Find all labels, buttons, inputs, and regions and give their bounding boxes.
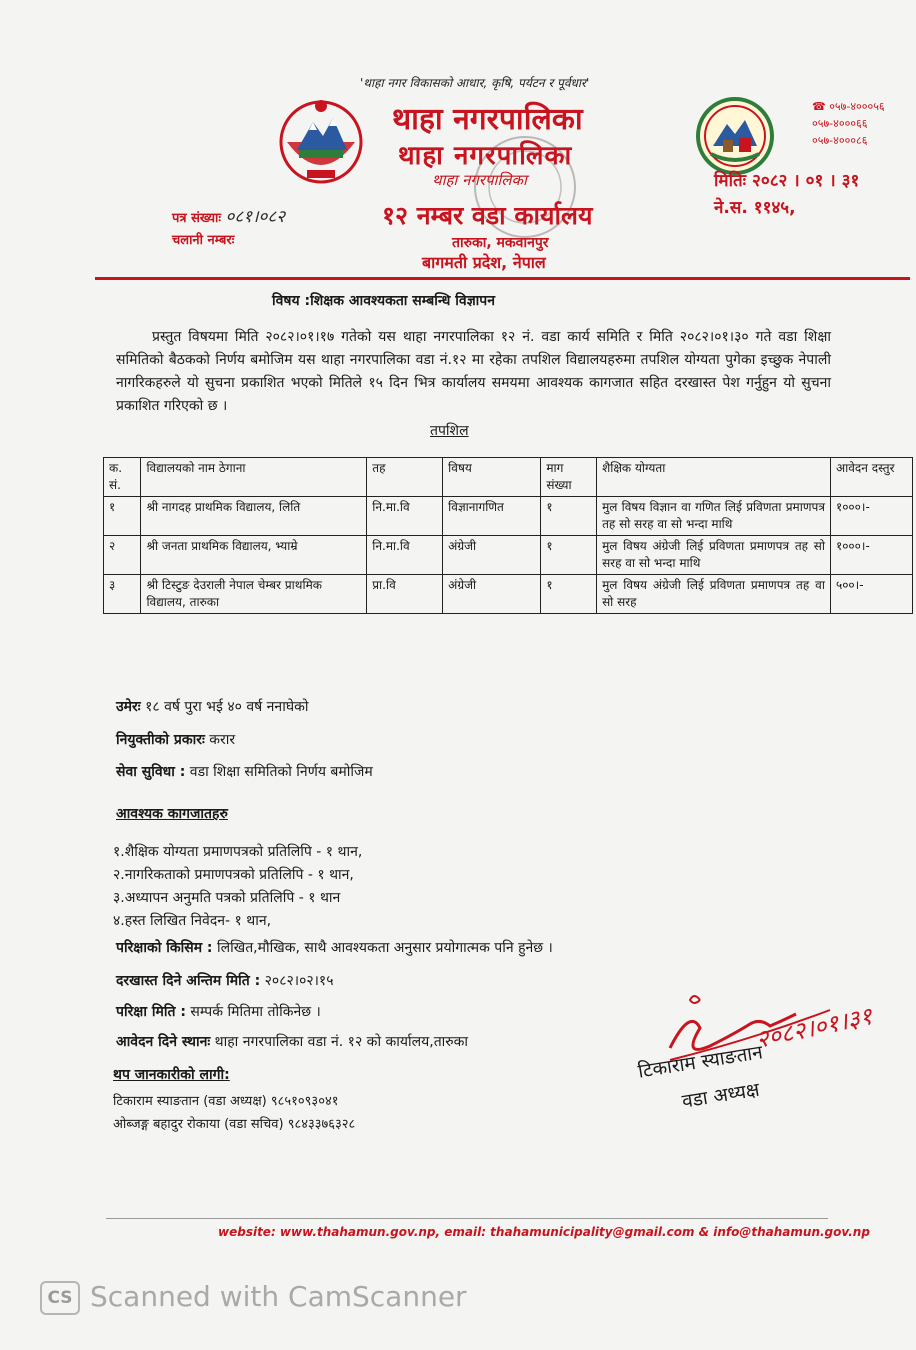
service-facility: सेवा सुविधा : वडा शिक्षा समितिको निर्णय बमोजिम [116,764,373,780]
table-header-row [104,458,913,497]
contact-line: टिकाराम स्याङतान (वडा अध्यक्ष) ९८५१०९३०४१ [113,1094,339,1109]
camscanner-icon: CS [40,1281,80,1315]
column-header: तह [367,458,443,497]
camscanner-watermark [40,1280,467,1315]
doc-item: ४.हस्त लिखित निवेदन- १ थान, [113,913,272,929]
table-cell: श्री नागदह प्राथमिक विद्यालय, लिति [141,497,367,536]
phone-number: ०५७-४०००८६ [812,134,868,147]
contact-heading: थप जानकारीको लागी: [113,1067,230,1083]
phone-icon: ☎ [812,100,830,113]
subject-line: विषय :शिक्षक आवश्यकता सम्बन्धि विज्ञापन [272,293,496,309]
nepal-emblem-icon [277,92,365,186]
table-cell: १ [104,497,141,536]
table-cell: प्रा.वि [367,575,443,614]
table-row [104,536,913,575]
signatory-title: वडा अध्यक्ष [680,1078,761,1113]
table-cell: १०००।- [830,497,912,536]
dispatch-label: चलानी नम्बरः [172,233,235,248]
exam-type: परिक्षाको किसिम : लिखित,मौखिक, साथै आवश्यकता अनुसार प्रयोगात्मक पनि हुनेछ । [116,940,553,956]
date-block [714,168,859,222]
doc-item: ३.अध्यापन अनुमति पत्रको प्रतिलिपि - १ थान [113,890,341,906]
ward-office-title: १२ नम्बर वडा कार्यालय [382,201,593,230]
docs-heading: आवश्यक कागजातहरु [116,806,228,822]
ref-label: पत्र संख्याः [172,211,222,226]
footer-divider [106,1218,828,1219]
org-title-newar: थाहा नगरपालिका [398,141,573,171]
footer-contact: website: www.thahamun.gov.np, email: thahamunicipality@gmail.com & info@thahamun.gov.np [218,1225,870,1239]
table-cell: अंग्रेजी [443,536,541,575]
contact-line: ओब्जङ्ग बहादुर रोकाया (वडा सचिव) ९८४३३७६३२८ [113,1117,356,1132]
letter-date: मितिः २०८२ । ०१ । ३१ [714,171,860,191]
table-cell: श्री टिस्टुङ देउराली नेपाल चेम्बर प्राथमिक विद्यालय, तारुका [141,575,367,614]
doc-item: २.नागरिकताको प्रमाणपत्रको प्रतिलिपि - १ थान, [113,867,354,883]
table-cell: २ [104,536,141,575]
table-cell: मुल विषय विज्ञान वा गणित लिई प्रविणता प्रमाणपत्र तह सो सरह वा सो भन्दा माथि [597,497,831,536]
table-cell: अंग्रेजी [443,575,541,614]
application-deadline: दरखास्त दिने अन्तिम मिति : २०८२।०२।१५ [116,973,334,989]
table-cell: नि.मा.वि [367,536,443,575]
phone-list [812,98,885,149]
column-header: आवेदन दस्तुर [830,458,912,497]
ref-number-row [172,206,285,230]
phone-number: ☎ ०५७-४०००५६ [812,100,885,113]
org-title: थाहा नगरपालिका [392,102,583,137]
table-cell: ५००।- [830,575,912,614]
address-line-1: तारुका, मकवानपुर [452,235,549,251]
org-title-script: थाहा नगरपालिका [432,171,527,189]
signatory-name: टिकाराम स्याङतान [636,1041,765,1083]
table-cell: १०००।- [830,536,912,575]
table-cell: नि.मा.वि [367,497,443,536]
table-row [104,575,913,614]
age-requirement: उमेरः १८ वर्ष पुरा भई ४० वर्ष ननाघेको [116,699,309,715]
table-cell: ३ [104,575,141,614]
phone-number: ०५७-४०००६६ [812,117,868,130]
doc-item: १.शैक्षिक योग्यता प्रमाणपत्रको प्रतिलिपि - १ थान, [113,844,363,860]
municipality-logo-icon [695,96,775,176]
table-cell: १ [541,575,597,614]
tagline: 'थाहा नगर विकासको आधार, कृषि, पर्यटन र पूर्वधार' [360,76,590,90]
signature-date: २०८२।०१।३१ [753,1001,875,1054]
body-paragraph: प्रस्तुत विषयमा मिति २०८२।०१।१७ गतेको यस थाहा नगरपालिका १२ नं. वडा कार्य समिति र मिति २०८२।०१।३० गते वडा शिक्षा समितिको बैठकको निर्णय बमोजिम यस थाहा नगरपालिका वडा नं.१२ मा रहेका तपशिल विद्यालयहरुमा तपशिल योग्यता पुगेका इच्छुक नेपाली नागरिकहरुले यो सुचना प्रकाशित भएको मितिले १५ दिन भित्र कार्यालय समयमा आवश्यक कागजात सहित दरखास्त पेश गर्नुहुन यो सुचना प्रकाशित गरिएको छ । [116,329,831,414]
address-line-2: बागमती प्रदेश, नेपाल [422,253,546,272]
application-venue: आवेदन दिने स्थानः थाहा नगरपालिका वडा नं. १२ को कार्यालय,तारुका [116,1034,469,1050]
watermark-text: Scanned with CamScanner [90,1280,467,1313]
table-cell: विज्ञानागणित [443,497,541,536]
column-header: शैक्षिक योग्यता [597,458,831,497]
table-title: तपशिल [430,423,469,439]
table-cell: मुल विषय अंग्रेजी लिई प्रविणता प्रमाणपत्र तह वा सो सरह [597,575,831,614]
column-header: विद्यालयको नाम ठेगाना [141,458,367,497]
column-header: माग संख्या [541,458,597,497]
ref-number: ०८१।०८२ [225,207,286,227]
table-cell: १ [541,536,597,575]
column-header: विषय [443,458,541,497]
table-cell: मुल विषय अंग्रेजी लिई प्रविणता प्रमाणपत्र तह सो सरह वा सो भन्दा माथि [597,536,831,575]
column-header: क. सं. [104,458,141,497]
nepal-sambat: ने.स. ११४५, [714,198,796,218]
exam-date: परिक्षा मिति : सम्पर्क मितिमा तोकिनेछ । [116,1004,321,1020]
vacancy-table [103,457,913,614]
header-divider [95,277,910,280]
reference-block [172,206,285,252]
appointment-type: नियुक्तीको प्रकारः करार [116,732,236,748]
table-cell: श्री जनता प्राथमिक विद्यालय, भ्याम्रे [141,536,367,575]
table-cell: १ [541,497,597,536]
table-row [104,497,913,536]
